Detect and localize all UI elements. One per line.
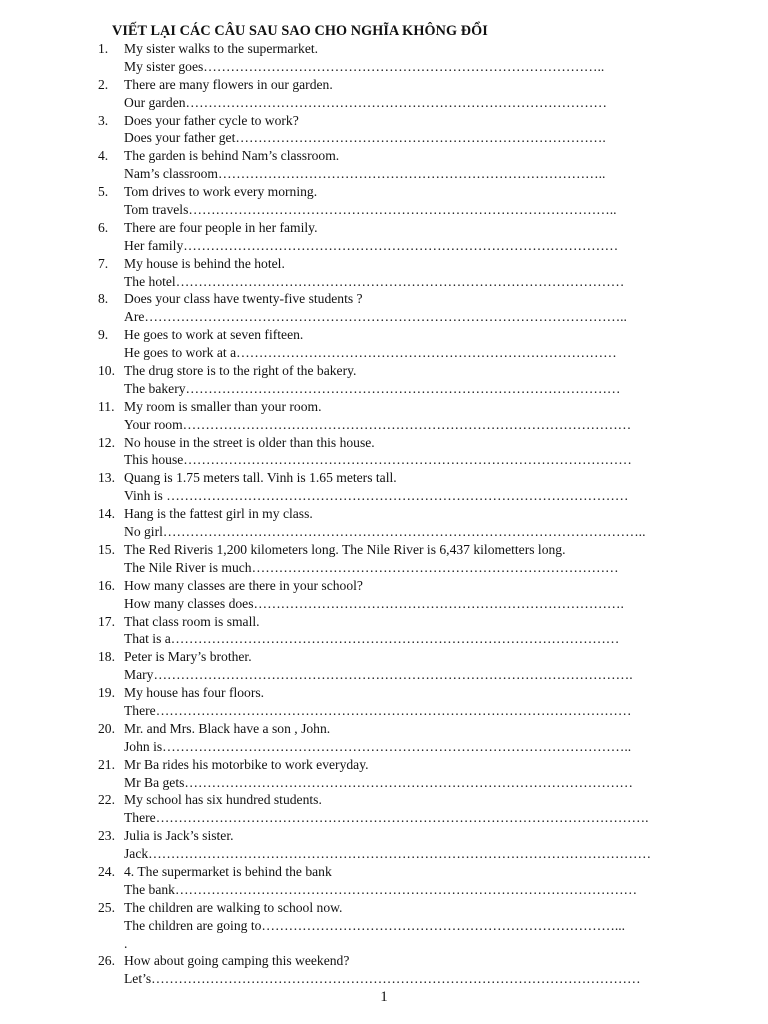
answer-prompt: Mary……………………………………………………………………………………………. — [124, 667, 633, 683]
exercise-item — [0, 362, 768, 398]
exercise-number: 1. — [98, 41, 109, 56]
exercise-question — [0, 899, 768, 917]
exercise-sentence: He goes to work at seven fifteen. — [124, 327, 304, 343]
exercise-question — [0, 577, 768, 595]
exercise-number: 3. — [98, 112, 109, 128]
answer-prompt: My sister goes…………………………………………………………………………….. — [124, 58, 605, 74]
exercise-sentence: Hang is the fattest girl in my class. — [124, 506, 313, 522]
exercise-number: 17. — [98, 613, 115, 629]
exercise-item — [0, 613, 768, 649]
answer-line[interactable] — [0, 380, 768, 398]
exercise-sentence: Does your father cycle to work? — [124, 112, 299, 128]
exercise-number: 6. — [98, 219, 109, 235]
exercise-number: 13. — [98, 470, 115, 486]
answer-line[interactable] — [0, 881, 768, 899]
answer-prompt: Mr Ba gets……………………………………………………………………………………… — [124, 774, 634, 790]
answer-prompt: Does your father get………………………………………………………………………. — [124, 130, 606, 146]
exercise-number: 22. — [98, 792, 115, 808]
answer-prompt: Nam’s classroom………………………………………………………………………….. — [124, 166, 606, 182]
answer-line[interactable] — [0, 344, 768, 362]
answer-line[interactable] — [0, 970, 768, 988]
answer-line[interactable] — [0, 273, 768, 291]
exercise-number: 4. — [98, 148, 109, 164]
exercise-list — [0, 40, 768, 988]
answer-line[interactable] — [0, 487, 768, 505]
answer-line[interactable] — [0, 58, 768, 76]
exercise-item — [0, 219, 768, 255]
exercise-number: 11. — [98, 398, 115, 414]
exercise-item — [0, 183, 768, 219]
exercise-sentence: My house has four floors. — [124, 685, 265, 701]
exercise-item — [0, 577, 768, 613]
exercise-sentence: That class room is small. — [124, 613, 260, 629]
exercise-question — [0, 326, 768, 344]
exercise-item — [0, 434, 768, 470]
exercise-question — [0, 648, 768, 666]
answer-prompt: There…………………………………………………………………………………………… — [124, 702, 632, 718]
exercise-question — [0, 720, 768, 738]
answer-prompt: John is………………………………………………………………………………………….. — [124, 738, 632, 754]
answer-prompt: Let’s……………………………………………………………………………………………… — [124, 971, 641, 987]
exercise-question — [0, 684, 768, 702]
exercise-sentence: There are four people in her family. — [124, 219, 318, 235]
exercise-question — [0, 952, 768, 970]
exercise-sentence: Tom drives to work every morning. — [124, 184, 318, 200]
exercise-number: 23. — [98, 828, 115, 844]
answer-prompt: There………………………………………………………………………………………………. — [124, 810, 649, 826]
exercise-item — [0, 76, 768, 112]
exercise-question — [0, 756, 768, 774]
exercise-number: 9. — [98, 327, 109, 343]
exercise-question — [0, 112, 768, 130]
exercise-question — [0, 147, 768, 165]
exercise-item — [0, 720, 768, 756]
answer-prompt: Vinh is ………………………………………………………………………………………… — [124, 488, 629, 504]
answer-line[interactable] — [0, 94, 768, 112]
answer-prompt: He goes to work at a………………………………………………………………………… — [124, 345, 617, 361]
exercise-sentence: There are many flowers in our garden. — [124, 76, 333, 92]
answer-line[interactable] — [0, 666, 768, 684]
exercise-question — [0, 863, 768, 881]
exercise-number: 8. — [98, 291, 109, 307]
exercise-number: 20. — [98, 720, 115, 736]
answer-line[interactable] — [0, 129, 768, 147]
answer-prompt: Our garden………………………………………………………………………………… — [124, 94, 607, 110]
exercise-question — [0, 791, 768, 809]
exercise-question — [0, 827, 768, 845]
exercise-question — [0, 613, 768, 631]
exercise-question — [0, 469, 768, 487]
answer-line[interactable] — [0, 559, 768, 577]
exercise-sentence: Does your class have twenty-five students ? — [124, 291, 363, 307]
exercise-item — [0, 827, 768, 863]
exercise-sentence: How about going camping this weekend? — [124, 953, 350, 969]
exercise-item — [0, 290, 768, 326]
answer-line[interactable] — [0, 451, 768, 469]
answer-line[interactable] — [0, 738, 768, 756]
exercise-sentence: My house is behind the hotel. — [124, 255, 285, 271]
exercise-item — [0, 791, 768, 827]
exercise-number: 10. — [98, 363, 115, 379]
exercise-sentence: How many classes are there in your school? — [124, 577, 363, 593]
exercise-sentence: The Red Riveris 1,200 kilometers long. The Nile River is 6,437 kilometters long. — [124, 541, 566, 557]
exercise-item — [0, 505, 768, 541]
exercise-number: 5. — [98, 184, 109, 200]
exercise-item — [0, 899, 768, 953]
exercise-sentence: Mr Ba rides his motorbike to work everyday. — [124, 756, 369, 772]
exercise-item — [0, 255, 768, 291]
answer-line[interactable] — [0, 201, 768, 219]
exercise-number: 12. — [98, 434, 115, 450]
exercise-number: 14. — [98, 506, 115, 522]
answer-line[interactable] — [0, 630, 768, 648]
exercise-number: 25. — [98, 899, 115, 915]
exercise-sentence: The drug store is to the right of the bakery. — [124, 363, 357, 379]
answer-line[interactable] — [0, 523, 768, 541]
answer-line[interactable] — [0, 165, 768, 183]
page-number: 1 — [380, 989, 388, 1005]
exercise-number: 15. — [98, 541, 115, 557]
exercise-item — [0, 112, 768, 148]
answer-overflow — [0, 935, 768, 953]
answer-line[interactable] — [0, 702, 768, 720]
answer-prompt: The bakery…………………………………………………………………………………… — [124, 380, 621, 396]
answer-line[interactable] — [0, 237, 768, 255]
exercise-question — [0, 183, 768, 201]
answer-prompt: The children are going to……………………………………………………………………... — [124, 917, 626, 933]
answer-line[interactable] — [0, 774, 768, 792]
exercise-item — [0, 863, 768, 899]
answer-prompt: Tom travels………………………………………………………………………………….. — [124, 202, 617, 218]
exercise-sentence: 4. The supermarket is behind the bank — [124, 863, 332, 879]
answer-prompt: Are…………………………………………………………………………………………….. — [124, 309, 627, 325]
exercise-sentence: My sister walks to the supermarket. — [124, 41, 319, 56]
exercise-sentence: Quang is 1.75 meters tall. Vinh is 1.65 meters tall. — [124, 470, 397, 486]
exercise-item — [0, 756, 768, 792]
exercise-item — [0, 952, 768, 988]
answer-prompt: Jack………………………………………………………………………………………………… — [124, 846, 652, 862]
exercise-item — [0, 684, 768, 720]
exercise-question — [0, 219, 768, 237]
answer-prompt: The hotel……………………………………………………………………………………… — [124, 273, 625, 289]
exercise-question — [0, 505, 768, 523]
exercise-number: 18. — [98, 649, 115, 665]
exercise-sentence: The children are walking to school now. — [124, 899, 343, 915]
exercise-item — [0, 40, 768, 76]
answer-prompt: This house……………………………………………………………………………………… — [124, 452, 632, 468]
exercise-number: 19. — [98, 685, 115, 701]
answer-line[interactable] — [0, 845, 768, 863]
exercise-item — [0, 541, 768, 577]
exercise-sentence: Mr. and Mrs. Black have a son , John. — [124, 720, 331, 736]
answer-prompt: No girl…………………………………………………………………………………………….. — [124, 524, 646, 540]
exercise-sentence: Julia is Jack’s sister. — [124, 828, 234, 844]
exercise-item — [0, 469, 768, 505]
answer-line[interactable] — [0, 416, 768, 434]
answer-line[interactable] — [0, 809, 768, 827]
answer-prompt: Your room……………………………………………………………………………………… — [124, 416, 632, 432]
exercise-sentence: The garden is behind Nam’s classroom. — [124, 148, 340, 164]
exercise-question — [0, 434, 768, 452]
answer-prompt: How many classes does………………………………………………………………………. — [124, 595, 624, 611]
worksheet-title: VIẾT LẠI CÁC CÂU SAU SAO CHO NGHĨA KHÔNG ĐỔI — [112, 23, 488, 39]
exercise-number: 26. — [98, 953, 115, 969]
exercise-item — [0, 398, 768, 434]
exercise-question — [0, 290, 768, 308]
answer-line[interactable] — [0, 595, 768, 613]
exercise-sentence: Peter is Mary’s brother. — [124, 649, 252, 665]
exercise-number: 2. — [98, 76, 109, 92]
exercise-number: 16. — [98, 577, 115, 593]
exercise-number: 7. — [98, 255, 109, 271]
answer-line[interactable] — [0, 917, 768, 935]
exercise-item — [0, 326, 768, 362]
exercise-number: 21. — [98, 756, 115, 772]
exercise-sentence: My school has six hundred students. — [124, 792, 322, 808]
exercise-sentence: No house in the street is older than this house. — [124, 434, 375, 450]
exercise-number: 24. — [98, 863, 115, 879]
exercise-question — [0, 40, 768, 58]
exercise-question — [0, 255, 768, 273]
answer-prompt: Her family…………………………………………………………………………………… — [124, 237, 619, 253]
answer-prompt: The bank………………………………………………………………………………………… — [124, 881, 638, 897]
exercise-question — [0, 541, 768, 559]
exercise-item — [0, 648, 768, 684]
exercise-question — [0, 76, 768, 94]
exercise-question — [0, 362, 768, 380]
answer-overflow-text: . — [124, 935, 128, 951]
answer-prompt: The Nile River is much……………………………………………………………………… — [124, 559, 619, 575]
exercise-question — [0, 398, 768, 416]
answer-prompt: That is a……………………………………………………………………………………… — [124, 631, 620, 647]
exercise-sentence: My room is smaller than your room. — [124, 398, 322, 414]
exercise-item — [0, 147, 768, 183]
answer-line[interactable] — [0, 308, 768, 326]
